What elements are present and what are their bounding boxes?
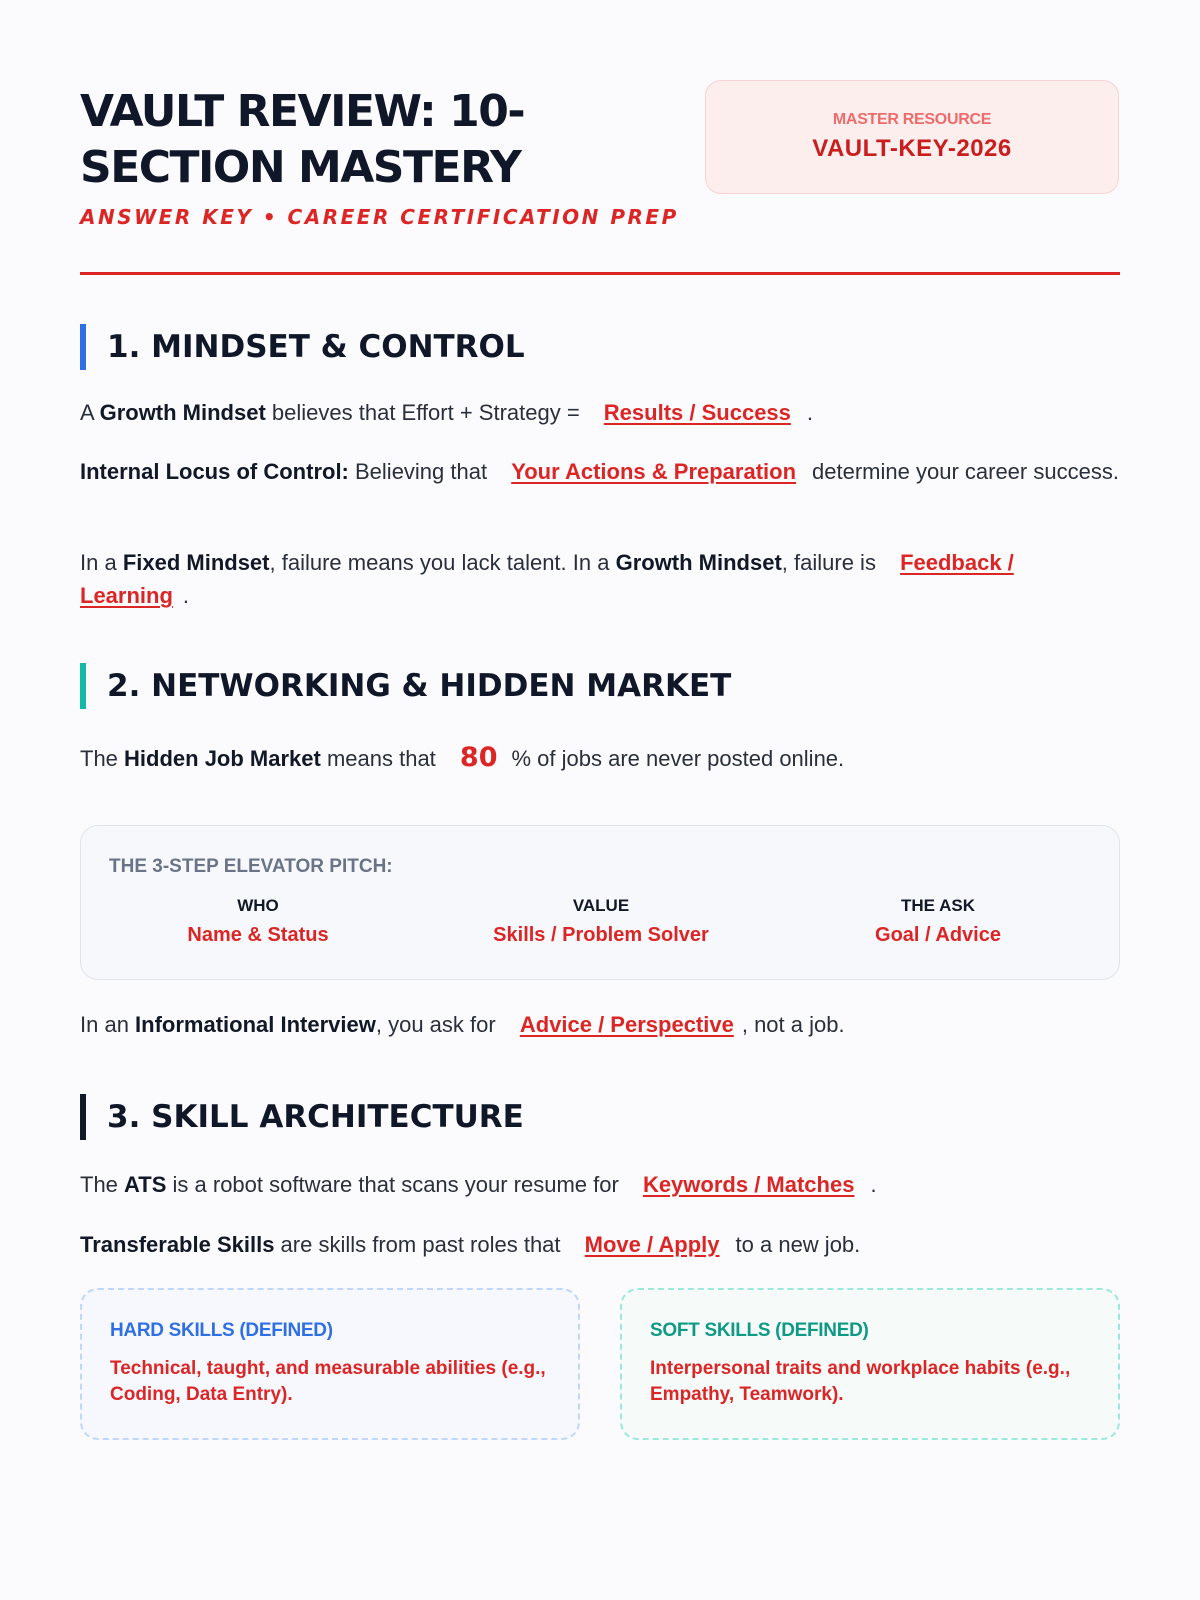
s3-transferable-line — [80, 1228, 1120, 1261]
pitch-answer: Goal / Advice — [875, 924, 1001, 946]
pitch-answer: Name & Status — [187, 924, 329, 946]
soft-skills-desc: Interpersonal traits and workplace habits (e.g., Empathy, Teamwork). — [650, 1358, 1071, 1405]
answer-80-percent: 80 — [459, 742, 498, 773]
s2-informational-interview-line — [80, 1008, 1120, 1041]
text: are skills from past roles that — [274, 1232, 567, 1257]
pitch-step-value — [436, 896, 766, 947]
text: to a new job. — [735, 1232, 861, 1257]
term: Fixed Mindset — [122, 550, 270, 575]
elevator-pitch-box — [80, 825, 1120, 980]
hard-skills-box — [80, 1288, 580, 1440]
pitch-answer: Skills / Problem Solver — [493, 924, 709, 946]
text: In a — [80, 550, 123, 575]
text: The — [80, 1172, 125, 1197]
text: % of jobs are never posted online. — [511, 746, 845, 771]
text: , failure means you lack talent. In a — [269, 550, 616, 575]
text: , not a job. — [741, 1012, 845, 1037]
text: determine your career success. — [812, 459, 1119, 484]
answer-feedback-learning: Feedback / Learning — [80, 550, 1014, 608]
page-subtitle: ANSWER KEY • CAREER CERTIFICATION PREP — [80, 205, 679, 229]
badge-label: MASTER RESOURCE — [832, 111, 992, 128]
badge-code: VAULT-KEY-2026 — [812, 135, 1012, 162]
term: ATS — [124, 1172, 167, 1197]
term: Transferable Skills — [80, 1232, 275, 1257]
pitch-key: THE ASK — [901, 896, 975, 915]
text: The — [80, 746, 125, 771]
section-1-heading: 1. MINDSET & CONTROL — [80, 324, 525, 370]
text: Believing that — [348, 459, 494, 484]
s1-growth-mindset-line — [80, 396, 1120, 429]
hard-skills-desc: Technical, taught, and measurable abilities (e.g., Coding, Data Entry). — [110, 1358, 546, 1405]
pitch-step-ask — [773, 896, 1103, 947]
term: Growth Mindset — [99, 400, 266, 425]
text: , you ask for — [375, 1012, 502, 1037]
s1-fixed-mindset-line — [80, 546, 1120, 612]
term: Internal Locus of Control: — [80, 459, 349, 484]
term: Informational Interview — [135, 1012, 376, 1037]
text: A — [80, 400, 100, 425]
text: In an — [80, 1012, 136, 1037]
section-2-heading: 2. NETWORKING & HIDDEN MARKET — [80, 663, 731, 709]
text: believes that Effort + Strategy = — [265, 400, 586, 425]
answer-advice-perspective: Advice / Perspective — [519, 1012, 734, 1037]
text: is a robot software that scans your resume for — [166, 1172, 625, 1197]
header-divider — [80, 272, 1120, 275]
soft-skills-box — [620, 1288, 1120, 1440]
text: means that — [320, 746, 442, 771]
text: . — [870, 1172, 877, 1197]
hard-skills-title: HARD SKILLS (DEFINED) — [110, 1320, 333, 1341]
pitch-key: VALUE — [572, 896, 630, 915]
pitch-key: WHO — [237, 896, 279, 915]
section-3-heading: 3. SKILL ARCHITECTURE — [80, 1094, 524, 1140]
pitch-step-who — [93, 896, 423, 947]
pitch-title: THE 3-STEP ELEVATOR PITCH: — [109, 856, 393, 877]
text: . — [182, 583, 190, 608]
page-title: VAULT REVIEW: 10-SECTION MASTERY — [80, 86, 525, 193]
s2-hidden-market-line — [80, 741, 1120, 775]
text: . — [806, 400, 814, 425]
term: Hidden Job Market — [124, 746, 321, 771]
answer-results-success: Results / Success — [603, 400, 791, 425]
answer-actions-preparation: Your Actions & Preparation — [511, 459, 797, 484]
s3-ats-line — [80, 1168, 1120, 1201]
answer-move-apply: Move / Apply — [584, 1232, 720, 1257]
soft-skills-title: SOFT SKILLS (DEFINED) — [650, 1320, 869, 1341]
s1-locus-line — [80, 455, 1120, 488]
master-resource-badge — [705, 80, 1119, 194]
text: , failure is — [781, 550, 883, 575]
answer-keywords-matches: Keywords / Matches — [642, 1172, 855, 1197]
term: Growth Mindset — [615, 550, 782, 575]
